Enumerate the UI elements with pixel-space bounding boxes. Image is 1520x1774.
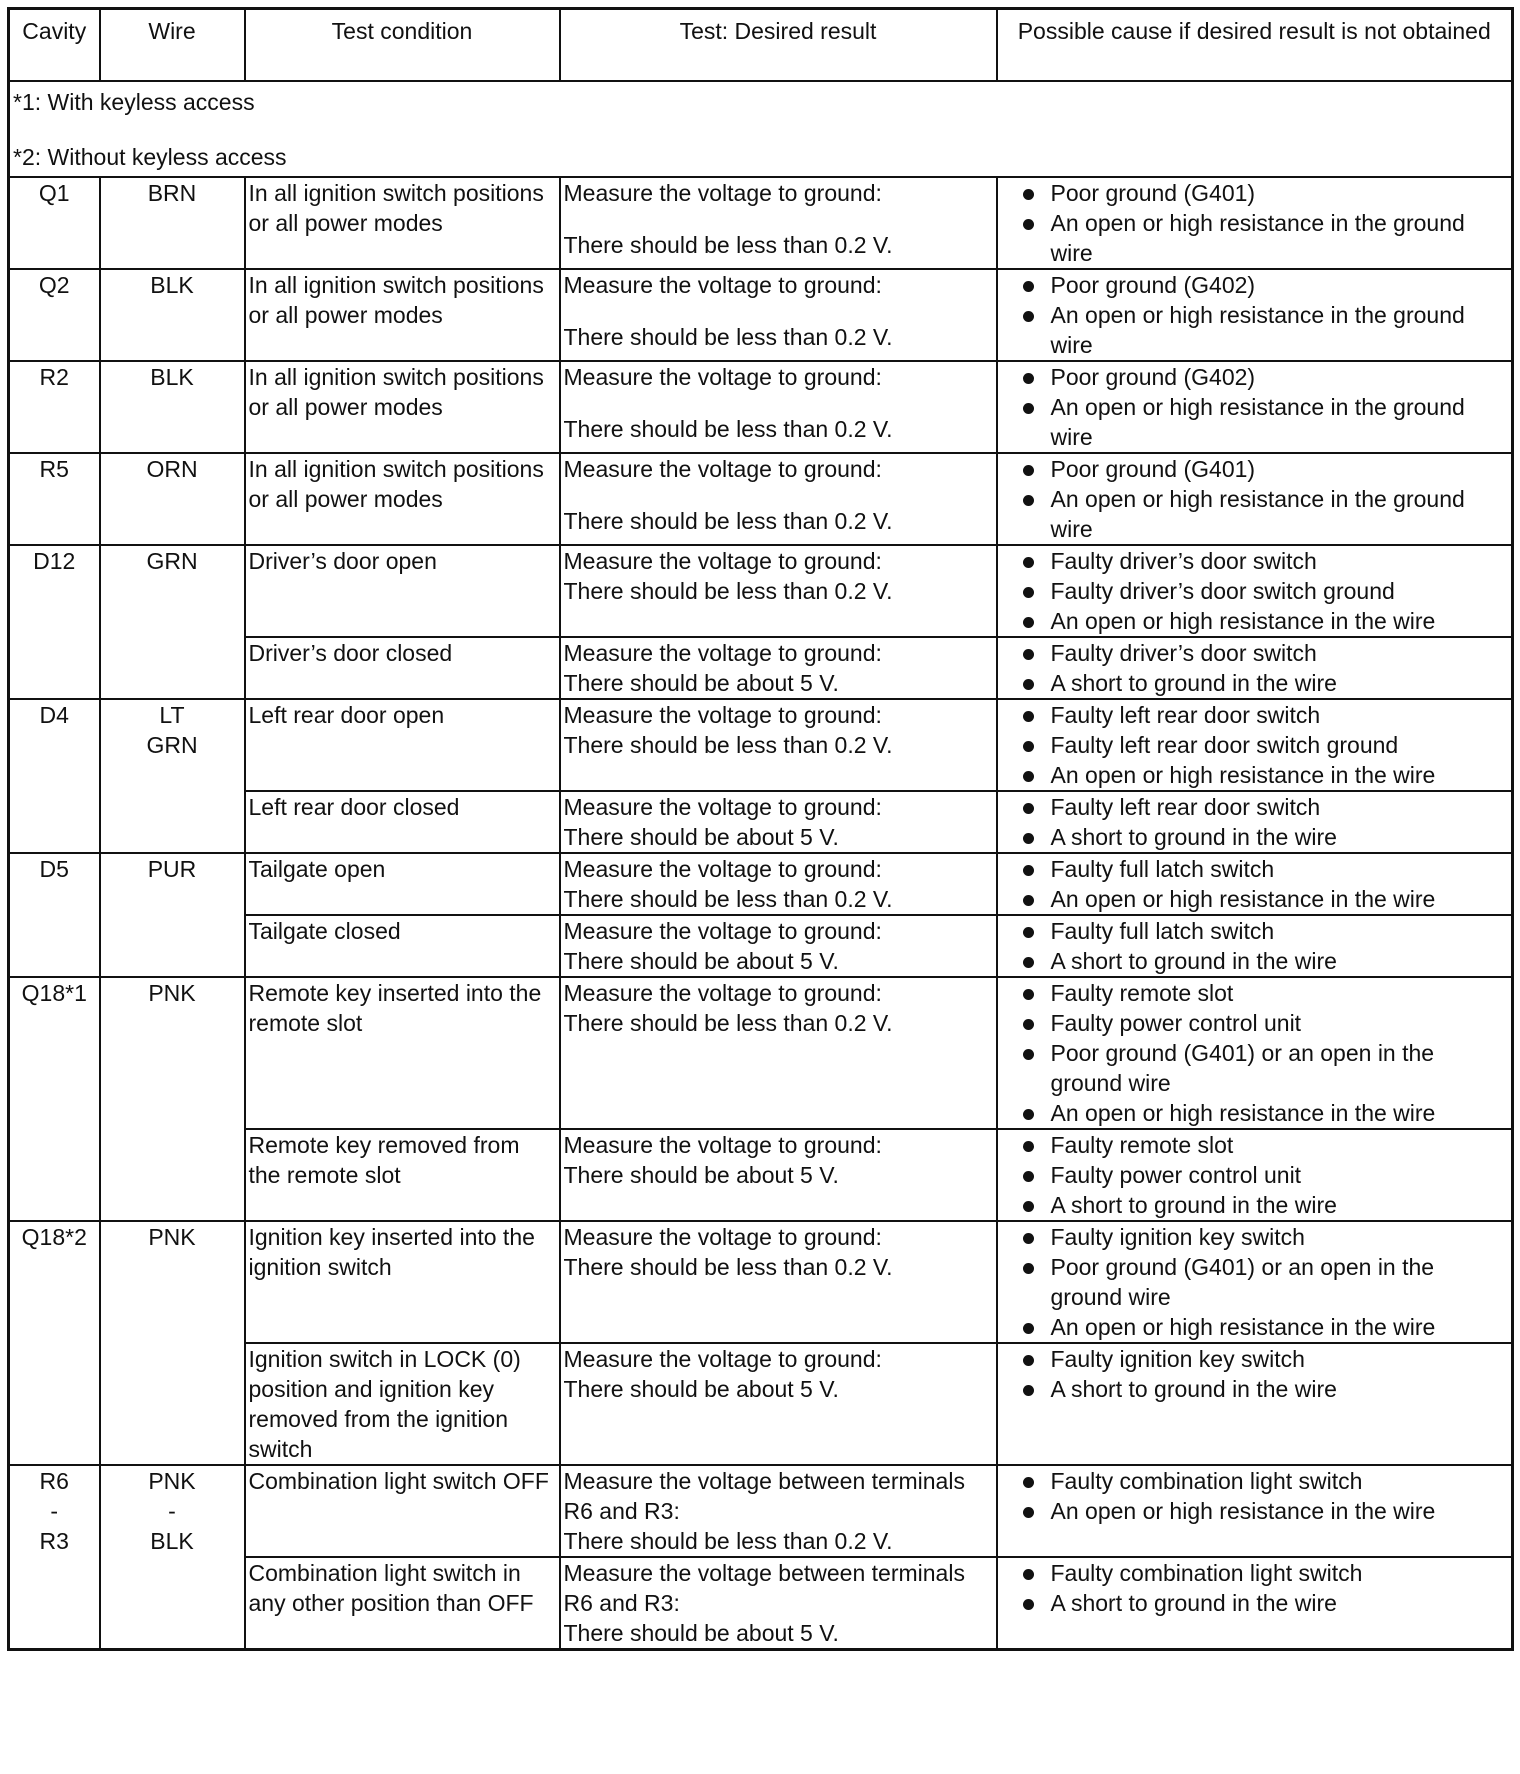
cause-item: An open or high resistance in the wire xyxy=(1001,760,1509,790)
result-line xyxy=(564,484,993,506)
cavity-label: D12 xyxy=(33,548,76,574)
cause-item: An open or high resistance in the wire xyxy=(1001,1496,1509,1526)
cause-item: An open or high resistance in the wire xyxy=(1001,606,1509,636)
cavity-label: R6 xyxy=(39,1468,69,1494)
cause-list xyxy=(1001,546,1509,636)
cause-list xyxy=(1001,1344,1509,1404)
cavity-label: D5 xyxy=(39,856,69,882)
note-no-keyless: *2: Without keyless access xyxy=(13,144,287,170)
result-line: There should be less than 0.2 V. xyxy=(563,1010,893,1036)
wire-color-label: PNK xyxy=(148,1224,196,1250)
result-line: There should be about 5 V. xyxy=(563,824,839,850)
wire-cell xyxy=(100,545,245,699)
cavity-cell xyxy=(9,853,100,977)
cavity-label: R2 xyxy=(39,364,69,390)
possible-cause-cell xyxy=(997,1465,1513,1557)
desired-result-cell xyxy=(560,1221,997,1343)
wire-cell xyxy=(100,1465,245,1650)
cause-item: A short to ground in the wire xyxy=(1001,822,1509,852)
wire-cell xyxy=(100,361,245,453)
test-condition-cell: Ignition switch in LOCK (0) position and ignition key removed from the ignition switch xyxy=(245,1343,560,1465)
wire-color-label: ORN xyxy=(146,456,198,482)
possible-cause-cell xyxy=(997,1221,1513,1343)
wire-color-label: LT xyxy=(159,702,185,728)
result-line: Measure the voltage to ground: xyxy=(563,702,882,728)
cavity-cell xyxy=(9,545,100,699)
result-line: There should be less than 0.2 V. xyxy=(563,886,893,912)
result-line: Measure the voltage to ground: xyxy=(563,272,882,298)
result-line: Measure the voltage to ground: xyxy=(563,364,882,390)
cause-item: Faulty power control unit xyxy=(1001,1160,1509,1190)
diagnostic-table xyxy=(7,7,1514,1651)
wire-color-label: - xyxy=(168,1498,176,1524)
cause-list xyxy=(1001,454,1509,544)
cause-item: Faulty driver’s door switch xyxy=(1001,638,1509,668)
result-line: There should be less than 0.2 V. xyxy=(563,1254,893,1280)
possible-cause-cell xyxy=(997,1129,1513,1221)
test-condition-cell: In all ignition switch positions or all power modes xyxy=(245,453,560,545)
notes-cell xyxy=(9,81,1513,177)
header-possible-cause: Possible cause if desired result is not obtained xyxy=(997,9,1513,82)
cause-item: Poor ground (G402) xyxy=(1001,362,1509,392)
cause-item: Poor ground (G401) or an open in the ground wire xyxy=(1001,1252,1509,1312)
table-row xyxy=(9,699,1513,791)
cause-item: An open or high resistance in the ground wire xyxy=(1001,208,1509,268)
wire-cell xyxy=(100,853,245,977)
cause-item: A short to ground in the wire xyxy=(1001,1374,1509,1404)
possible-cause-cell xyxy=(997,1343,1513,1465)
cavity-cell xyxy=(9,361,100,453)
cavity-label: Q2 xyxy=(38,272,70,298)
result-line xyxy=(564,208,993,230)
result-line: There should be about 5 V. xyxy=(563,670,839,696)
table-row xyxy=(9,1221,1513,1343)
wire-cell xyxy=(100,453,245,545)
table-row xyxy=(9,453,1513,545)
cavity-label: Q18*1 xyxy=(21,980,87,1006)
table-row xyxy=(9,361,1513,453)
desired-result-cell xyxy=(560,177,997,269)
cause-item: A short to ground in the wire xyxy=(1001,668,1509,698)
cavity-cell xyxy=(9,177,100,269)
note-keyless: *1: With keyless access xyxy=(13,89,255,115)
desired-result-cell xyxy=(560,853,997,915)
cavity-label: Q18*2 xyxy=(21,1224,87,1250)
cause-list xyxy=(1001,1466,1509,1526)
cause-list xyxy=(1001,1558,1509,1618)
test-condition-cell: In all ignition switch positions or all power modes xyxy=(245,269,560,361)
cause-item: Faulty full latch switch xyxy=(1001,854,1509,884)
cause-item: Faulty power control unit xyxy=(1001,1008,1509,1038)
result-line: There should be less than 0.2 V. xyxy=(563,508,893,534)
possible-cause-cell xyxy=(997,853,1513,915)
desired-result-cell xyxy=(560,1343,997,1465)
cause-item: Poor ground (G401) xyxy=(1001,454,1509,484)
cause-item: An open or high resistance in the wire xyxy=(1001,1312,1509,1342)
cavity-cell xyxy=(9,453,100,545)
cause-list xyxy=(1001,854,1509,914)
wire-cell xyxy=(100,269,245,361)
cause-item: Faulty left rear door switch xyxy=(1001,792,1509,822)
table-row xyxy=(9,977,1513,1129)
possible-cause-cell xyxy=(997,269,1513,361)
wire-cell xyxy=(100,1221,245,1465)
cause-item: Faulty ignition key switch xyxy=(1001,1222,1509,1252)
result-line: There should be less than 0.2 V. xyxy=(563,232,893,258)
cause-list xyxy=(1001,362,1509,452)
header-wire: Wire xyxy=(100,9,245,82)
cavity-label: R3 xyxy=(39,1528,69,1554)
header-test-condition: Test condition xyxy=(245,9,560,82)
cause-list xyxy=(1001,978,1509,1128)
result-line: There should be about 5 V. xyxy=(563,1376,839,1402)
test-condition-cell: Driver’s door closed xyxy=(245,637,560,699)
wire-color-label: BRN xyxy=(147,180,197,206)
desired-result-cell xyxy=(560,791,997,853)
result-line: Measure the voltage to ground: xyxy=(563,1132,882,1158)
test-condition-cell: Remote key inserted into the remote slot xyxy=(245,977,560,1129)
cause-item: Poor ground (G402) xyxy=(1001,270,1509,300)
header-row xyxy=(9,9,1513,82)
cause-list xyxy=(1001,700,1509,790)
possible-cause-cell xyxy=(997,545,1513,637)
desired-result-cell xyxy=(560,1557,997,1650)
test-condition-cell: Ignition key inserted into the ignition switch xyxy=(245,1221,560,1343)
cause-item: Faulty combination light switch xyxy=(1001,1558,1509,1588)
possible-cause-cell xyxy=(997,361,1513,453)
result-line: There should be about 5 V. xyxy=(563,1620,839,1646)
result-line: Measure the voltage to ground: xyxy=(563,548,882,574)
result-line: Measure the voltage to ground: xyxy=(563,180,882,206)
cause-item: Faulty remote slot xyxy=(1001,978,1509,1008)
cause-list xyxy=(1001,1222,1509,1342)
cavity-label: Q1 xyxy=(38,180,70,206)
cause-list xyxy=(1001,270,1509,360)
cause-item: An open or high resistance in the ground wire xyxy=(1001,484,1509,544)
desired-result-cell xyxy=(560,545,997,637)
desired-result-cell xyxy=(560,269,997,361)
possible-cause-cell xyxy=(997,791,1513,853)
test-condition-cell: Left rear door closed xyxy=(245,791,560,853)
cause-list xyxy=(1001,1130,1509,1220)
test-condition-cell: In all ignition switch positions or all power modes xyxy=(245,177,560,269)
result-line: Measure the voltage to ground: xyxy=(563,1346,882,1372)
result-line: Measure the voltage to ground: xyxy=(563,794,882,820)
table-row xyxy=(9,545,1513,637)
test-condition-cell: In all ignition switch positions or all power modes xyxy=(245,361,560,453)
cavity-cell xyxy=(9,1465,100,1650)
wire-cell xyxy=(100,177,245,269)
result-line: Measure the voltage to ground: xyxy=(563,856,882,882)
desired-result-cell xyxy=(560,915,997,977)
cause-item: Faulty ignition key switch xyxy=(1001,1344,1509,1374)
cause-item: Faulty driver’s door switch xyxy=(1001,546,1509,576)
possible-cause-cell xyxy=(997,915,1513,977)
desired-result-cell xyxy=(560,699,997,791)
test-condition-cell: Tailgate closed xyxy=(245,915,560,977)
cavity-cell xyxy=(9,269,100,361)
cause-item: Faulty left rear door switch xyxy=(1001,700,1509,730)
desired-result-cell xyxy=(560,1129,997,1221)
wire-color-label: PNK xyxy=(148,1468,196,1494)
cavity-cell xyxy=(9,699,100,853)
cavity-label: D4 xyxy=(39,702,69,728)
table-row xyxy=(9,269,1513,361)
result-line: Measure the voltage to ground: xyxy=(563,456,882,482)
cause-item: A short to ground in the wire xyxy=(1001,946,1509,976)
cause-item: Poor ground (G401) or an open in the ground wire xyxy=(1001,1038,1509,1098)
wire-color-label: BLK xyxy=(150,1528,194,1554)
result-line: Measure the voltage between terminals R6 and R3: xyxy=(563,1468,965,1524)
cavity-label: R5 xyxy=(39,456,69,482)
test-condition-cell: Tailgate open xyxy=(245,853,560,915)
cause-item: Faulty combination light switch xyxy=(1001,1466,1509,1496)
header-cavity: Cavity xyxy=(9,9,100,82)
wire-color-label: GRN xyxy=(146,732,198,758)
cause-item: Faulty full latch switch xyxy=(1001,916,1509,946)
test-condition-cell: Remote key removed from the remote slot xyxy=(245,1129,560,1221)
possible-cause-cell xyxy=(997,699,1513,791)
cause-list xyxy=(1001,178,1509,268)
cause-item: Poor ground (G401) xyxy=(1001,178,1509,208)
header-desired-result: Test: Desired result xyxy=(560,9,997,82)
result-line: There should be less than 0.2 V. xyxy=(563,578,893,604)
result-line: There should be less than 0.2 V. xyxy=(563,1528,893,1554)
result-line: There should be about 5 V. xyxy=(563,948,839,974)
result-line: Measure the voltage to ground: xyxy=(563,1224,882,1250)
cause-item: A short to ground in the wire xyxy=(1001,1190,1509,1220)
cause-item: A short to ground in the wire xyxy=(1001,1588,1509,1618)
wire-color-label: BLK xyxy=(150,272,194,298)
result-line: Measure the voltage to ground: xyxy=(563,918,882,944)
possible-cause-cell xyxy=(997,453,1513,545)
cause-item: Faulty driver’s door switch ground xyxy=(1001,576,1509,606)
table-body xyxy=(9,81,1513,1650)
notes-row xyxy=(9,81,1513,177)
result-line: Measure the voltage to ground: xyxy=(563,980,882,1006)
desired-result-cell xyxy=(560,637,997,699)
possible-cause-cell xyxy=(997,977,1513,1129)
test-condition-cell: Left rear door open xyxy=(245,699,560,791)
cavity-cell xyxy=(9,977,100,1221)
desired-result-cell xyxy=(560,1465,997,1557)
result-line: There should be less than 0.2 V. xyxy=(563,416,893,442)
wire-color-label: BLK xyxy=(150,364,194,390)
table-row xyxy=(9,1465,1513,1557)
cause-item: Faulty remote slot xyxy=(1001,1130,1509,1160)
table-row xyxy=(9,177,1513,269)
wire-color-label: PUR xyxy=(147,856,197,882)
cause-item: An open or high resistance in the ground wire xyxy=(1001,300,1509,360)
result-line: There should be less than 0.2 V. xyxy=(563,732,893,758)
cause-item: An open or high resistance in the wire xyxy=(1001,1098,1509,1128)
possible-cause-cell xyxy=(997,1557,1513,1650)
test-condition-cell: Combination light switch in any other position than OFF xyxy=(245,1557,560,1650)
cavity-cell xyxy=(9,1221,100,1465)
desired-result-cell xyxy=(560,977,997,1129)
cavity-label: - xyxy=(50,1498,59,1524)
wire-color-label: PNK xyxy=(148,980,196,1006)
result-line: Measure the voltage between terminals R6 and R3: xyxy=(563,1560,965,1616)
desired-result-cell xyxy=(560,453,997,545)
wire-cell xyxy=(100,699,245,853)
possible-cause-cell xyxy=(997,637,1513,699)
result-line: There should be about 5 V. xyxy=(563,1162,839,1188)
cause-list xyxy=(1001,916,1509,976)
cause-item: An open or high resistance in the wire xyxy=(1001,884,1509,914)
table-row xyxy=(9,853,1513,915)
wire-cell xyxy=(100,977,245,1221)
cause-item: Faulty left rear door switch ground xyxy=(1001,730,1509,760)
result-line: Measure the voltage to ground: xyxy=(563,640,882,666)
result-line xyxy=(564,300,993,322)
cause-list xyxy=(1001,792,1509,852)
test-condition-cell: Combination light switch OFF xyxy=(245,1465,560,1557)
cause-list xyxy=(1001,638,1509,698)
cause-item: An open or high resistance in the ground wire xyxy=(1001,392,1509,452)
possible-cause-cell xyxy=(997,177,1513,269)
desired-result-cell xyxy=(560,361,997,453)
result-line: There should be less than 0.2 V. xyxy=(563,324,893,350)
result-line xyxy=(564,392,993,414)
test-condition-cell: Driver’s door open xyxy=(245,545,560,637)
wire-color-label: GRN xyxy=(146,548,198,574)
